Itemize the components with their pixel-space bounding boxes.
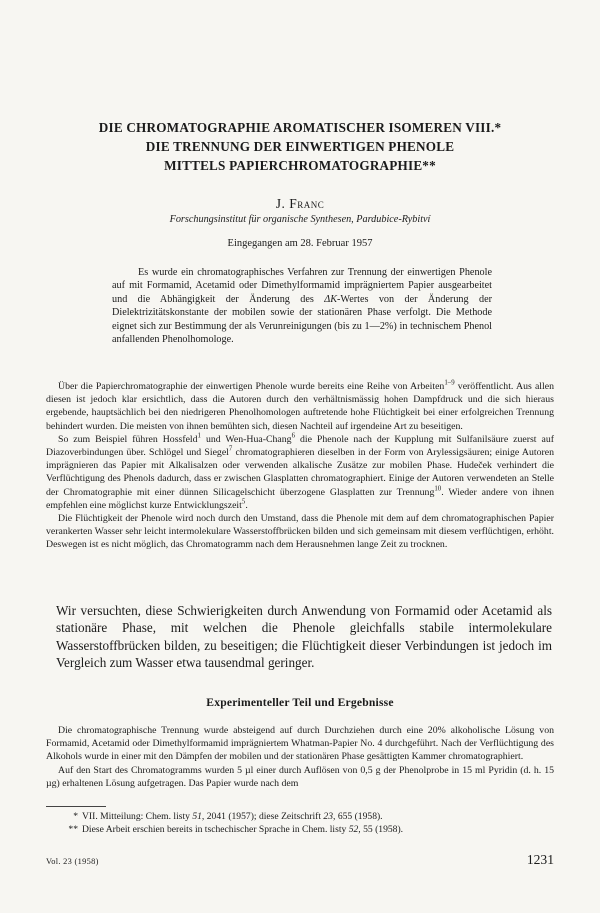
abstract-text-1: Es wurde ein chromatographisches Verfahren zur Trennung der einwertigen Phenole auf mit Formamid, Acetamid oder Dimethylformamid imprägniertem Papier ausgearbeitet und die Abhängigkeit der Änderung des: [112, 267, 492, 305]
intro-p2-text-e: . Wieder andere von ihnen empfehlen eine möglichst kurze Entwicklungszeit: [46, 486, 554, 511]
section-heading: Experimenteller Teil und Ergebnisse: [206, 696, 394, 709]
footnote-text: 2041 (1957); diese Zeitschrift: [204, 811, 324, 822]
intro-p1-text-a: Über die Papierchromatographie der einwertigen Phenole wurde bereits eine Reihe von Arbeiten: [58, 381, 445, 392]
intro-p2-text-b: und Wen-Hua-Chang: [200, 433, 292, 445]
intro-paragraph-1: [46, 380, 554, 433]
intro-p2-text-f: .: [245, 499, 248, 511]
footnote-volume: 23,: [323, 811, 336, 822]
abstract: [112, 266, 492, 346]
citation-ref: 1: [197, 432, 201, 440]
emphasis-paragraph: Wir versuchten, diese Schwierigkeiten durch Anwendung von Formamid oder Acetamid als stationäre Phase, mit welchen die Phenole gleichfalls stabile intermolekulare Wasserstoffbrücken bilden, zu beseitigen; die Flüchtigkeit dieser Verbindungen ist jedoch im Vergleich zum Wasser etwa tausendmal geringer.: [56, 603, 552, 671]
footnote-text: VII. Mitteilung: Chem. listy: [82, 811, 193, 822]
citation-ref: 1–9: [444, 379, 455, 387]
intro-p2-text-d: chromatographieren dieselben in der Form von Arylessigsäuren; einige Autoren imprägnieren das Papier mit Alkalisalzen oder verwenden alkalische Zusätze zur mobilen Phase. Hudeček verhindert die Verflüchtigung des Phenols dadurch, dass er zwischen Glasplatten chromatographiert. Einige der Autoren verwendeten an Stelle der Chromatographie mit einer dünnen Silicagelschicht überzogene Glasplatten zur Trennung: [46, 447, 555, 498]
footnote: [56, 823, 554, 836]
introduction: [46, 380, 554, 552]
abstract-text-2: -Wertes von der Änderung der Dielektrizitätskonstante der mobilen sowie der stationären Phase verfolgt. Die Methode eignet sich zur Bestimmung der als Verunreinigungen (bis zu 1—2%) in technischem Phenol anfallenden Phenolhomologe.: [112, 293, 492, 346]
citation-ref: 7: [228, 445, 233, 453]
footnote: [56, 810, 554, 823]
title-line-3: MITTELS PAPIERCHROMATOGRAPHIE**: [164, 158, 436, 173]
received-date: Eingegangen am 28. Februar 1957: [227, 238, 373, 249]
footnote-divider: [46, 806, 106, 807]
footnote-volume: 51,: [192, 811, 205, 822]
footnote-marker: *: [73, 811, 78, 822]
title-line-2: DIE TRENNUNG DER EINWERTIGEN PHENOLE: [145, 139, 455, 154]
author-affiliation: Forschungsinstitut für organische Synthesen, Pardubice-Rybitví: [169, 214, 431, 225]
footnote-text: Diese Arbeit erschien bereits in tschechischer Sprache in Chem. listy: [82, 824, 349, 836]
page-number: 1231: [526, 852, 554, 867]
footnote-text: 655 (1958).: [335, 811, 383, 822]
footnote-marker: **: [68, 824, 78, 836]
footnote-text: 55 (1958).: [360, 824, 404, 836]
volume-folio: Vol. 23 (1958): [46, 857, 99, 866]
article-title: [48, 118, 552, 175]
experimental-section: [46, 724, 554, 790]
author-name: J. Franc: [275, 196, 325, 211]
intro-p2-text-c: die Phenole nach der Kupplung mit Sulfanilsäure zuerst auf Diazoverbindungen über. Schlögel und Siegel: [46, 433, 554, 459]
intro-paragraph-2: [46, 433, 554, 512]
abstract-symbol: ΔK: [324, 293, 338, 305]
citation-ref: 10: [434, 485, 442, 493]
intro-p2-text-a: So zum Beispiel führen Hossfeld: [58, 433, 198, 445]
experimental-paragraph-2: Auf den Start des Chromatogramms wurden 5 µl einer durch Auflösen von 0,5 g der Phenolprobe in 15 ml Pyridin (d. h. 15 µg) erhaltenen Lösung aufgetragen. Das Papier wurde nach dem: [46, 764, 554, 789]
footnote-volume: 52,: [348, 824, 361, 836]
intro-paragraph-3: Die Flüchtigkeit der Phenole wird noch durch den Umstand, dass die Phenole mit dem auf dem chromatographischen Papier verankerten Wasser sehr leicht intermolekulare Wasserstoffbrücken bilden und sich gemeinsam mit diesem verflüchtigen, erhöht. Deswegen ist es nicht möglich, das Chromatogramm nach dem Herausnehmen lange Zeit zu trocknen.: [46, 513, 554, 551]
citation-ref: 5: [241, 498, 246, 506]
citation-ref: 6: [291, 432, 295, 440]
experimental-paragraph-1: Die chromatographische Trennung wurde absteigend auf durch Durchziehen durch eine 20% alkoholische Lösung von Formamid, Acetamid oder Dimethylformamid imprägniertem Whatman-Papier No. 4 durchgeführt. Nach der Verflüchtigung des Alkohols wurde in einer mit den Dämpfen der mobilen und der stationären Phase gesättigten Kammer chromatographiert.: [46, 725, 554, 763]
intro-p1-text-b: veröffentlicht. Aus allen diesen ist jedoch klar ersichtlich, dass die Autoren durch den verhältnismässig hohen Dampfdruck und die sich hieraus ergebende, hauptsächlich bei den niedrigeren Phenolhomologen auftretende hohe Flüchtigkeit bei einer erfolgreichen Trennung behindert wurden. Die meisten von ihnen bemühten sich, diesen Nachteil auf irgendeine Art zu beseitigen.: [46, 381, 555, 432]
title-line-1: DIE CHROMATOGRAPHIE AROMATISCHER ISOMEREN VIII.*: [98, 120, 502, 135]
footnotes: [56, 810, 554, 836]
